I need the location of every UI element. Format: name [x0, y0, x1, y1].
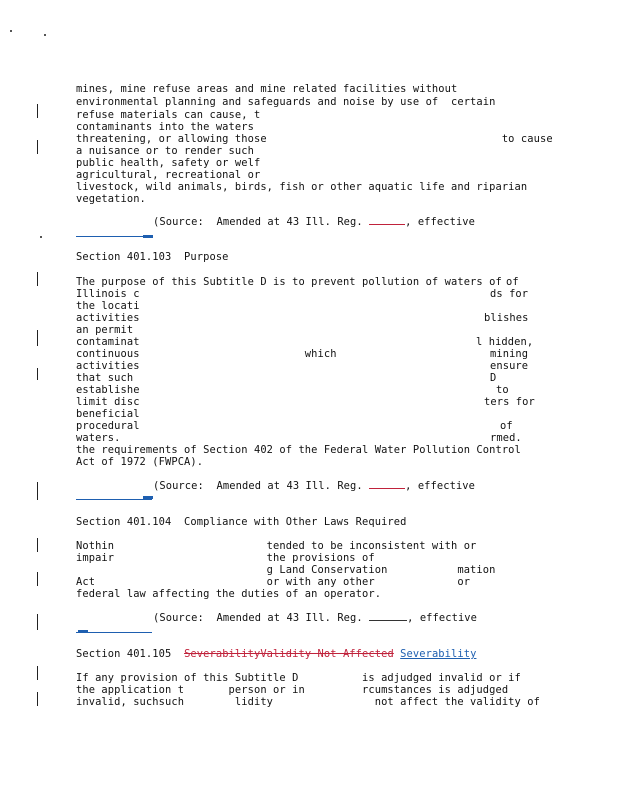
text-fragment: ds for: [490, 288, 529, 300]
change-bar: [37, 692, 38, 706]
change-bar: [37, 272, 38, 286]
change-bar: [37, 140, 38, 154]
body-text-line: federal law affecting the duties of an operator.: [76, 588, 382, 600]
scan-speck: [44, 34, 46, 36]
change-bar: [37, 572, 38, 586]
body-text-line: threatening, or allowing those to cause: [76, 133, 553, 145]
text-fragment: rmed.: [490, 432, 522, 444]
change-bar: [37, 330, 38, 346]
edit-mark: [143, 235, 153, 238]
body-text-line: agricultural, recreational or: [76, 169, 261, 181]
body-text-line: the application t person or in rcumstances is adjudged: [76, 684, 509, 696]
scan-speck: [10, 30, 12, 32]
body-text-line: activities: [76, 360, 140, 372]
change-bar: [37, 614, 38, 630]
change-bar: [37, 666, 38, 680]
body-text-line: contaminat: [76, 336, 140, 348]
section-heading: Section 401.104 Compliance with Other Laws Required: [76, 516, 407, 528]
body-text-line: procedural: [76, 420, 140, 432]
body-text-line: If any provision of this Subtitle D is adjudged invalid or if: [76, 672, 521, 684]
body-text-line: environmental planning and safeguards and noise by use of certain: [76, 96, 496, 108]
change-bar: [37, 538, 38, 552]
edit-mark: [78, 630, 88, 633]
body-text-line: the locati: [76, 300, 140, 312]
scan-speck: [40, 236, 42, 238]
text-fragment: ters for: [484, 396, 535, 408]
body-text-line: refuse materials can cause, t: [76, 109, 261, 121]
text-fragment: of: [506, 276, 519, 288]
body-text-line: Act or with any other or: [76, 576, 471, 588]
body-text-line: mines, mine refuse areas and mine related facilities without: [76, 83, 458, 95]
body-text-line: Act of 1972 (FWPCA).: [76, 456, 204, 468]
text-fragment: blishes: [484, 312, 529, 324]
change-bar: [37, 368, 38, 380]
body-text-line: the requirements of Section 402 of the Federal Water Pollution Control: [76, 444, 521, 456]
body-text-line: g Land Conservation mation: [76, 564, 496, 576]
change-bar: [37, 104, 38, 118]
source-note: (Source: Amended at 43 Ill. Reg. , effective: [153, 480, 476, 492]
body-text-line: limit disc: [76, 396, 140, 408]
body-text-line: contaminants into the waters: [76, 121, 254, 133]
body-text-line: beneficial: [76, 408, 140, 420]
section-heading: Section 401.103 Purpose: [76, 251, 229, 263]
source-note: (Source: Amended at 43 Ill. Reg. , effective: [153, 612, 478, 624]
body-text-line: waters.: [76, 432, 121, 444]
text-fragment: ensure: [490, 360, 529, 372]
body-text-line: livestock, wild animals, birds, fish or other aquatic life and riparian: [76, 181, 528, 193]
section-heading: Section 401.105 SeverabilityValidity Not Affected Severability: [76, 648, 477, 660]
text-fragment: mining: [490, 348, 529, 360]
text-fragment: D: [490, 372, 497, 384]
source-note: (Source: Amended at 43 Ill. Reg. , effective: [153, 216, 476, 228]
body-text-line: impair the provisions of: [76, 552, 375, 564]
body-text-line: a nuisance or to render such: [76, 145, 254, 157]
deleted-text: SeverabilityValidity Not Affected: [184, 648, 394, 660]
body-text-line: establishe: [76, 384, 140, 396]
edit-mark: [143, 496, 153, 499]
body-text-line: The purpose of this Subtitle D is to prevent pollution of waters of: [76, 276, 502, 288]
date-underline: [76, 499, 152, 500]
body-text-line: Illinois c: [76, 288, 140, 300]
date-underline: [76, 236, 152, 237]
text-fragment: of: [500, 420, 513, 432]
body-text-line: an permit: [76, 324, 134, 336]
body-text-line: Nothin tended to be inconsistent with or: [76, 540, 477, 552]
body-text-line: activities: [76, 312, 140, 324]
inserted-text: Severability: [400, 648, 477, 660]
text-fragment: l hidden,: [476, 336, 534, 348]
body-text-line: invalid, suchsuch lidity not affect the validity of: [76, 696, 540, 708]
change-bar: [37, 482, 38, 500]
body-text-line: continuous which: [76, 348, 337, 360]
body-text-line: vegetation.: [76, 193, 146, 205]
body-text-line: public health, safety or welf: [76, 157, 261, 169]
text-fragment: to: [496, 384, 509, 396]
body-text-line: that such: [76, 372, 134, 384]
